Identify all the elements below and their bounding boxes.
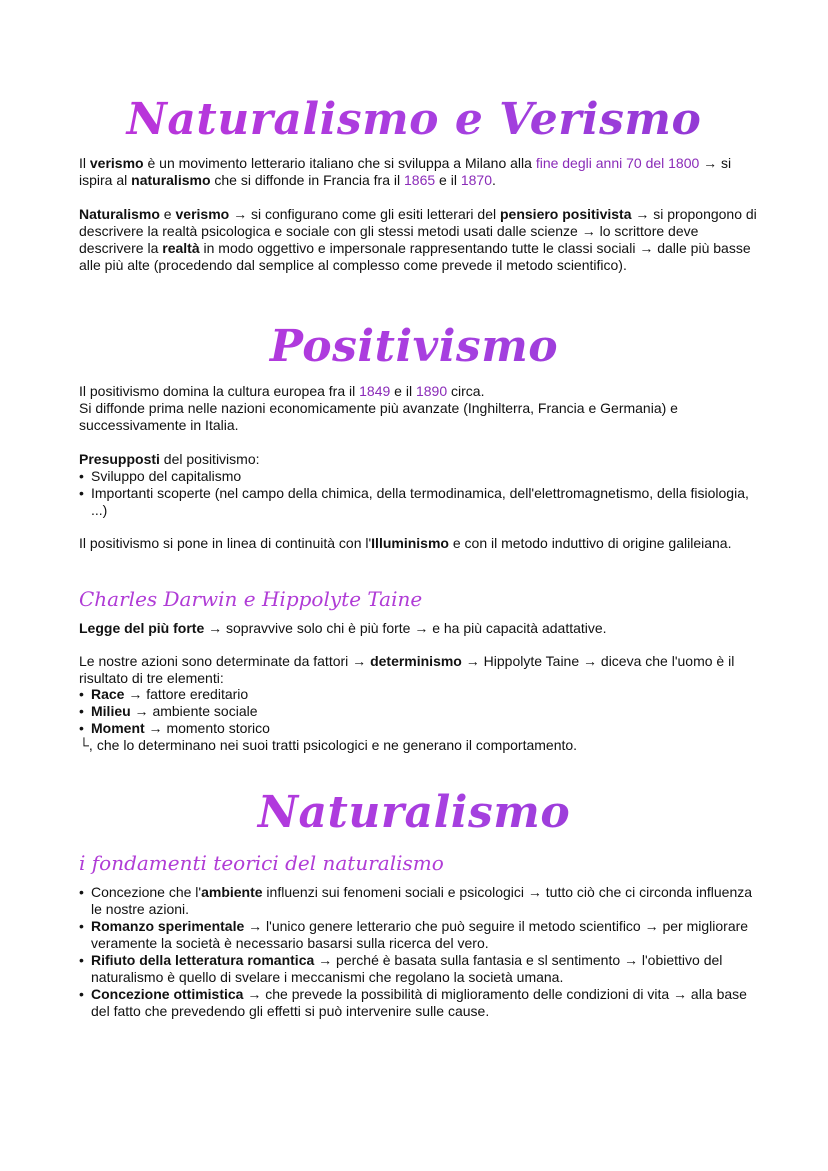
presupposti-heading: Presupposti del positivismo: bbox=[79, 451, 260, 467]
list-item: • Milieu → ambiente sociale bbox=[79, 703, 759, 720]
list-item: • Concezione che l'ambiente influenzi sui fenomeni sociali e psicologici → tutto ciò che ci circonda influenza le nostre azioni. bbox=[79, 884, 759, 918]
naturalismo-list bbox=[79, 884, 759, 1020]
title-naturalismo: Naturalismo bbox=[0, 787, 828, 839]
taine-conclusion: └, che lo determinano nei suoi tratti psicologici e ne generano il comportamento. bbox=[79, 737, 578, 753]
positivismo-paragraph-1: Il positivismo domina la cultura europea fra il 1849 e il 1890 circa. Si diffonde prima nelle nazioni economicamente più avanzate (Inghilterra, Francia e Germania) e successivamente in Italia. bbox=[79, 383, 678, 433]
taine-elements-list bbox=[79, 686, 759, 737]
list-item: • Importanti scoperte (nel campo della chimica, della termodinamica, dell'elettromagnetismo, della fisiologia, ...) bbox=[79, 485, 759, 519]
subtitle-fondamenti: i fondamenti teorici del naturalismo bbox=[79, 851, 444, 875]
list-item: • Concezione ottimistica → che prevede la possibilità di miglioramento delle condizioni di vita → alla base del fatto che prevedendo gli effetti si può intervenire sulle cause. bbox=[79, 986, 759, 1020]
list-item: • Rifiuto della letteratura romantica → perché è basata sulla fantasia e sl sentimento → l'obiettivo del naturalismo è quello di svelare i meccanismi che regolano la società umana. bbox=[79, 952, 759, 986]
legge-piu-forte: Legge del più forte → sopravvive solo chi è più forte → e ha più capacità adattative. bbox=[79, 620, 607, 636]
corner-arrow-icon: └, bbox=[79, 737, 93, 753]
determinismo-paragraph: Le nostre azioni sono determinate da fattori → determinismo → Hippolyte Taine → diceva che l'uomo è il risultato di tre elementi: bbox=[79, 653, 735, 686]
list-item: • Moment → momento storico bbox=[79, 720, 759, 737]
list-item: • Race → fattore ereditario bbox=[79, 686, 759, 703]
list-item: • Romanzo sperimentale → l'unico genere letterario che può seguire il metodo scientifico → per migliorare veramente la società è necessario basarsi sulla ricerca del vero. bbox=[79, 918, 759, 952]
intro-paragraph-1: Il verismo è un movimento letterario italiano che si sviluppa a Milano alla fine degli anni 70 del 1800 → si ispira al naturalismo che si diffonde in Francia fra il 1865 e il 1870. bbox=[79, 155, 732, 188]
list-item: • Sviluppo del capitalismo bbox=[79, 468, 759, 485]
positivismo-paragraph-3: Il positivismo si pone in linea di continuità con l'Illuminismo e con il metodo induttivo di origine galileiana. bbox=[79, 535, 732, 551]
subtitle-darwin-taine: Charles Darwin e Hippolyte Taine bbox=[79, 587, 423, 611]
title-naturalismo-verismo: Naturalismo e Verismo bbox=[0, 94, 828, 146]
presupposti-list bbox=[79, 468, 759, 519]
intro-paragraph-2: Naturalismo e verismo → si configurano come gli esiti letterari del pensiero positivista → si propongono di descrivere la realtà psicologica e sociale con gli stessi metodi usati dalle scienze → lo scrittore deve descrivere la realtà in modo oggettivo e impersonale rappresentando tutte le classi sociali → dalle più basse alle più alte (procedendo dal semplice al complesso come prevede il metodo scientifico). bbox=[79, 206, 757, 273]
title-positivismo: Positivismo bbox=[0, 321, 828, 373]
